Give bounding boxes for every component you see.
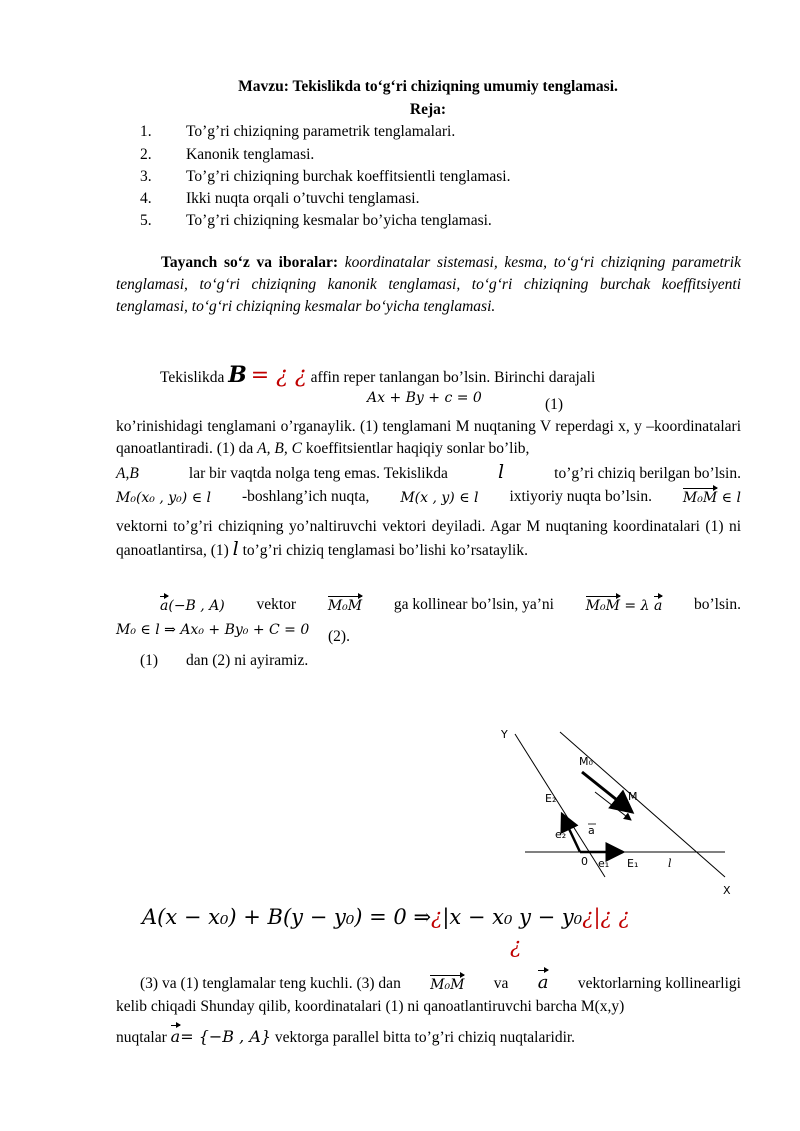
label-e1: e₁ — [598, 857, 610, 870]
equation-3-tail: ¿ — [510, 934, 522, 958]
body-line-8: (1) dan (2) ni ayiramiz. — [140, 652, 309, 669]
equation-1: Ax + By + c = 0 — [367, 390, 482, 406]
body-line-3: A,B lar bir vaqtda nolga teng emas. Tekislikda l to’g’ri chiziq berilgan bo’lsin. — [116, 461, 741, 483]
body-paragraph-5: vektorni to’g’ri chiziqning yo’naltiruvchi vektori deyiladi. Agar M nuqtaning koordinatalari (1) ni qanoatlantirsa, (1) l to’g’ri chiziq tenglamasi bo’lishi ko’rsataylik. — [116, 518, 741, 560]
label-y: Y — [501, 728, 508, 741]
body-paragraph-1: Tekislikda B = ¿ ¿ affin reper tanlangan bo’lsin. Birinchi darajali — [160, 362, 596, 388]
label-m: M — [628, 790, 638, 803]
equation-2: M₀ ∈ l ⇒ Ax₀ + By₀ + C = 0 — [116, 622, 310, 638]
page-title: Mavzu: Tekislikda to‘g‘ri chiziqning umumiy tenglamasi. — [238, 78, 618, 95]
plan-heading: Reja: — [409, 101, 447, 118]
final-line-1: (3) va (1) tenglamalar teng kuchli. (3) dan M₀M va a vektorlarning kollinearligi — [140, 972, 741, 993]
equation-2-number: (2). — [328, 628, 350, 645]
body-line-4: M₀(x₀ , y₀) ∈ l -boshlang’ich nuqta, M(x , y) ∈ l ixtiyoriy nuqta bo’lsin. M₀M ∈ l — [116, 488, 741, 506]
label-e1-big: E₁ — [627, 857, 639, 870]
equation-3: A(x − x₀) + B(y − y₀) = 0 ⇒¿|x − x₀ y − y₀¿|¿ ¿ — [142, 905, 630, 929]
label-x: X — [723, 884, 731, 897]
list-item: 4. Ikki nuqta orqali o’tuvchi tenglamasi. — [140, 190, 420, 207]
list-item: 2. Kanonik tenglamasi. — [140, 146, 315, 163]
label-l: l — [668, 857, 672, 870]
line-figure — [495, 722, 745, 900]
label-e2: e₂ — [555, 828, 567, 841]
label-origin: 0 — [581, 855, 588, 868]
m0m-vector — [582, 772, 632, 812]
list-item: 5. To’g’ri chiziqning kesmalar bo’yicha tenglamasi. — [140, 212, 492, 229]
label-e2-big: E₂ — [545, 792, 557, 805]
body-line-6: a(−B , A) vektor M₀M ga kollinear bo’lsin, ya’ni M₀M = λ a bo’lsin. — [160, 596, 741, 614]
list-item: 3. To’g’ri chiziqning burchak koeffitsientli tenglamasi. — [140, 168, 511, 185]
keywords-paragraph: Tayanch so‘z va iboralar: koordinatalar sistemasi, kesma, to‘g‘ri chiziqning parametrik tenglamasi, to‘g‘ri chiziqning kanonik tenglamasi, to‘g‘ri chiziqning burchak koeffitsiyenti tenglamasi, to‘g‘ri chiziqning kesmalar bo‘yicha tenglamasi. — [116, 254, 741, 315]
label-m0: M₀ — [579, 755, 593, 768]
label-a: a — [588, 824, 595, 837]
body-paragraph-2: ko’rinishidagi tenglamani o’rganaylik. (1) tenglamani M nuqtaning V reperdagi x, y –koordinatalari qanoatlantiradi. (1) da A, B, C koeffitsientlar haqiqiy sonlar bo’lib, — [116, 418, 741, 457]
list-item: 1. To’g’ri chiziqning parametrik tenglamalari. — [140, 123, 456, 140]
final-line-2: kelib chiqadi Shunday qilib, koordinatalari (1) ni qanoatlantiruvchi barcha M(x,y) — [116, 998, 625, 1015]
final-line-3: nuqtalar a= {−B , A} vektorga parallel bitta to’g’ri chiziq nuqtalaridir. — [116, 1027, 576, 1046]
equation-1-number: (1) — [545, 396, 564, 413]
